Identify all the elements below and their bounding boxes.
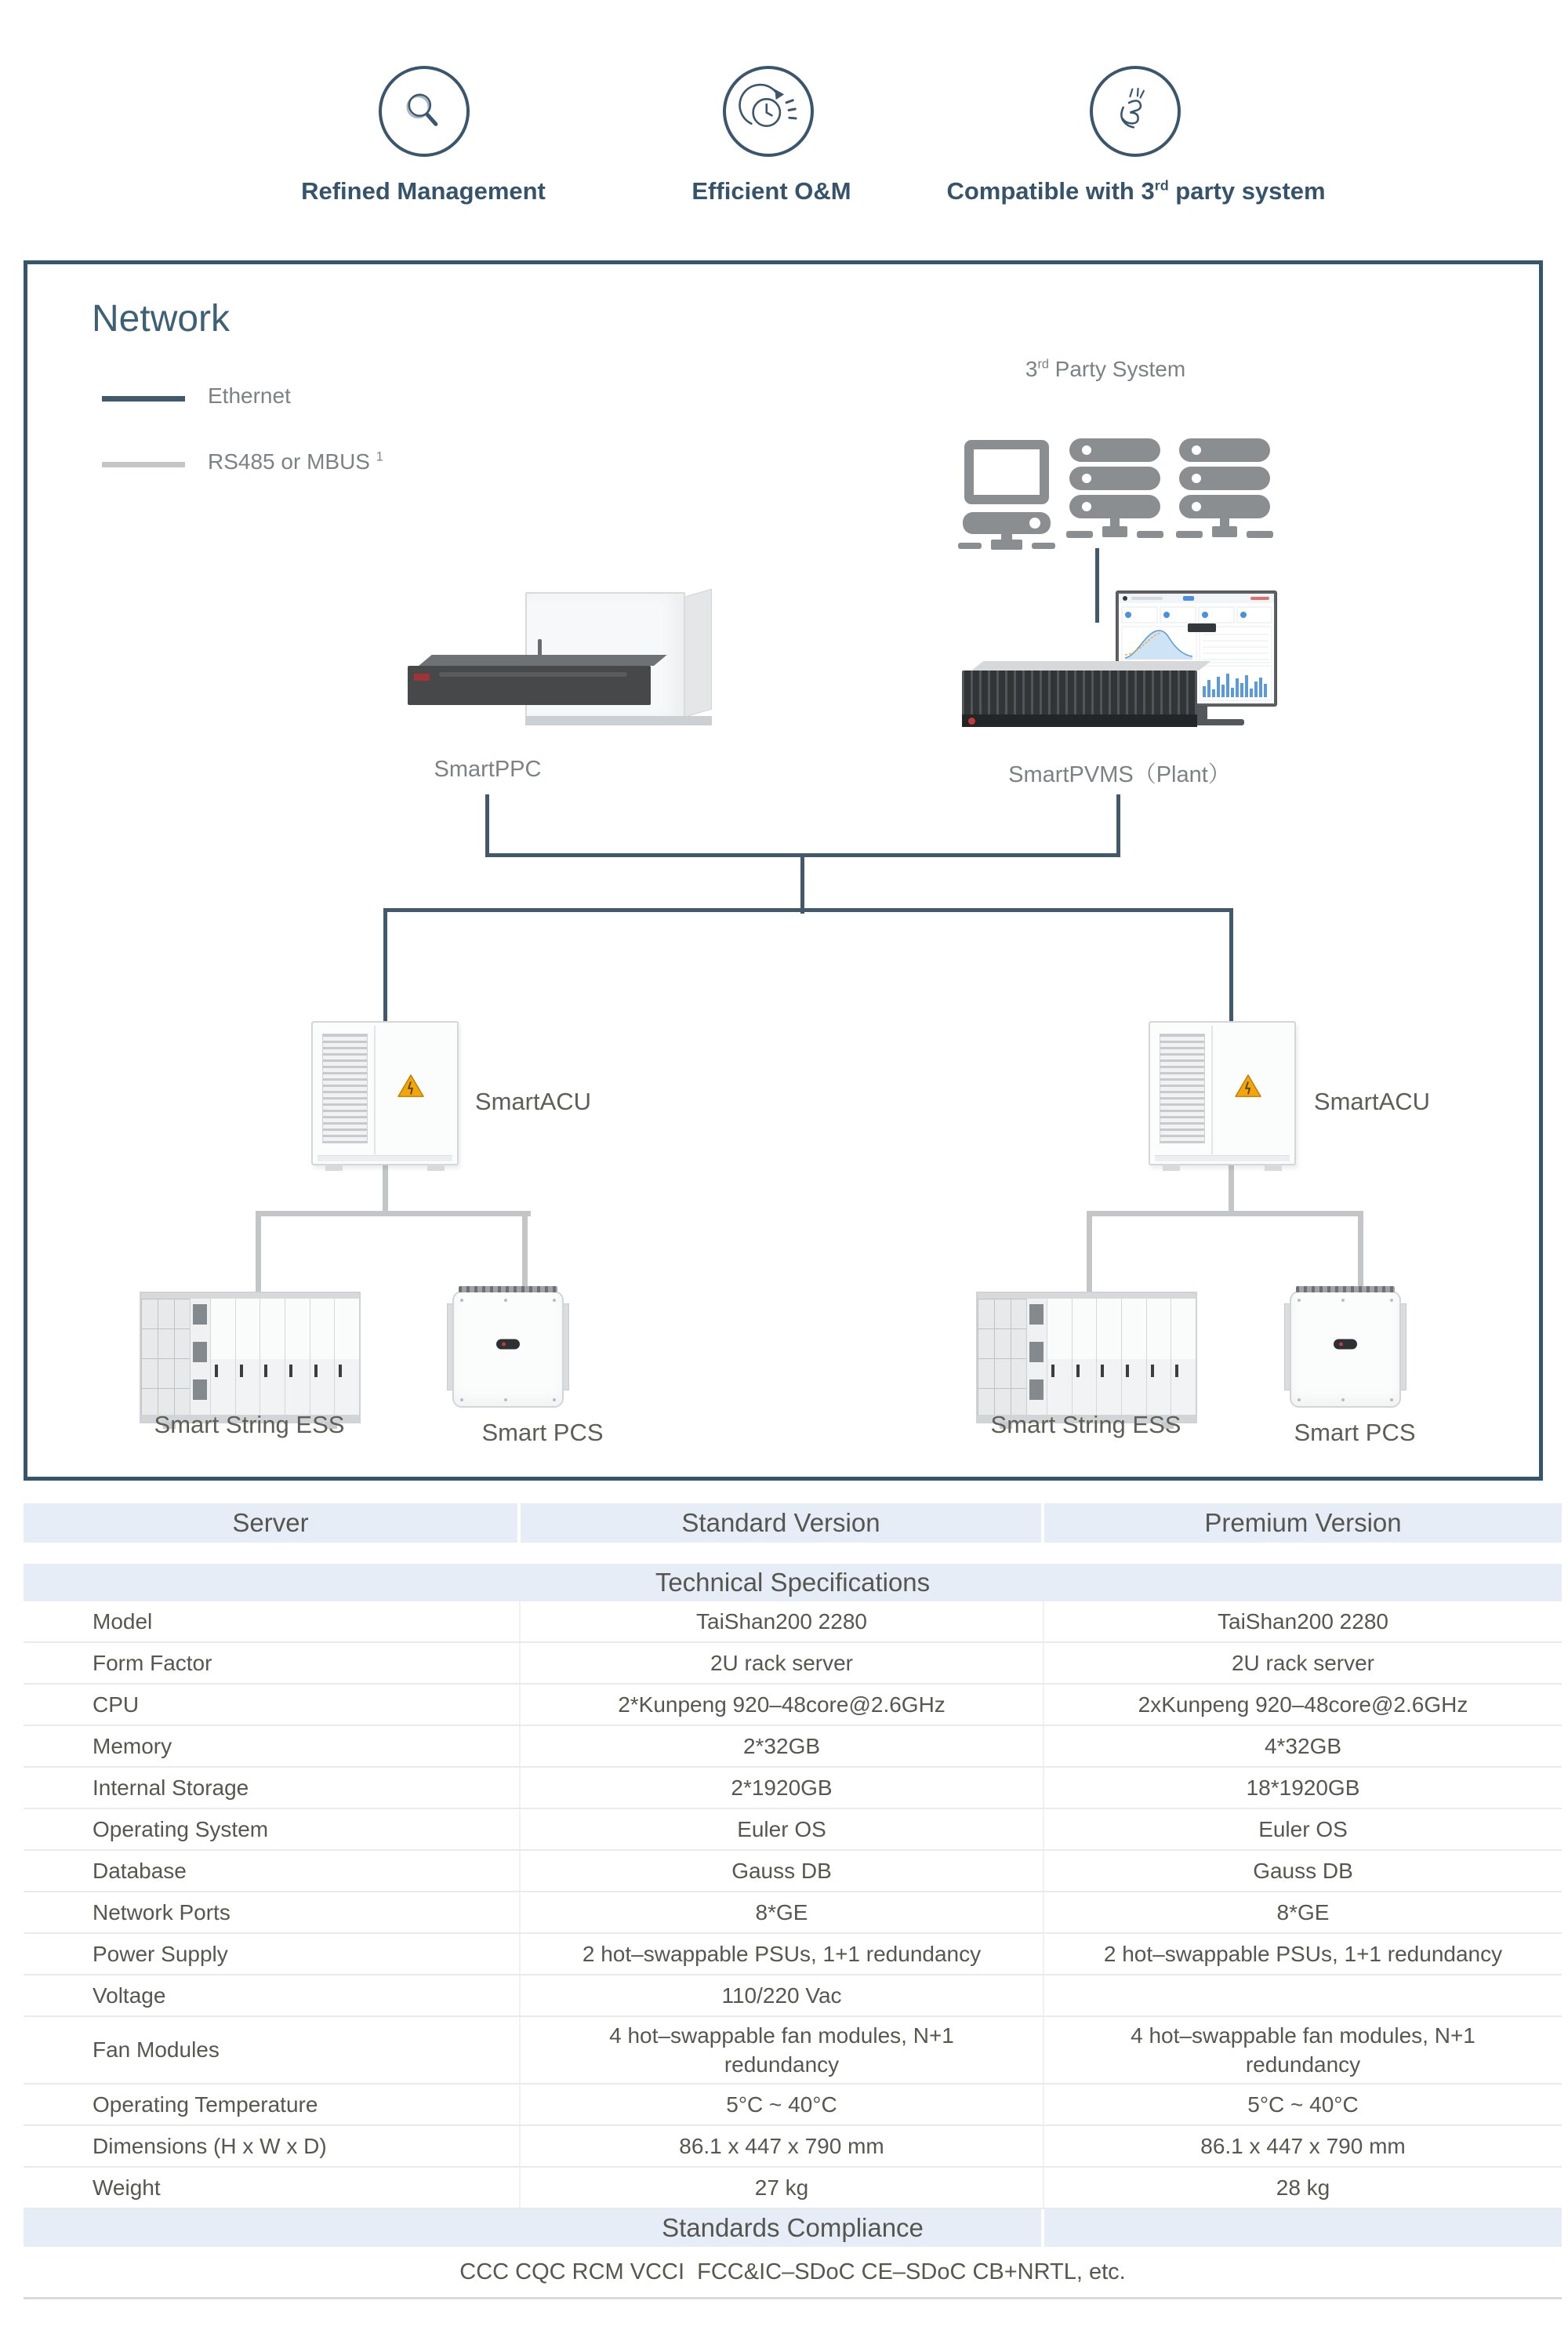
spec-standard-value: 4 hot–swappable fan modules, N+1 redundancy bbox=[519, 2017, 1043, 2083]
smartacu-label: SmartACU bbox=[1313, 1088, 1431, 1115]
spec-label: Operating Temperature bbox=[93, 2092, 318, 2117]
spec-standard-value: Euler OS bbox=[519, 1809, 1043, 1849]
spec-premium-value: 4 hot–swappable fan modules, N+1 redundancy bbox=[1043, 2017, 1562, 2083]
spec-standard-value: 2U rack server bbox=[519, 1643, 1043, 1683]
spec-standard-value: 8*GE bbox=[519, 1892, 1043, 1932]
table-row bbox=[24, 1809, 1562, 1851]
smart-string-ess-label: Smart String ESS bbox=[154, 1411, 345, 1438]
spec-standard-value: 2*Kunpeng 920–48core@2.6GHz bbox=[519, 1685, 1043, 1725]
table-row bbox=[24, 1643, 1562, 1685]
spec-label: Memory bbox=[93, 1733, 172, 1758]
ethernet-line bbox=[485, 794, 489, 857]
spec-premium-value: 2U rack server bbox=[1043, 1643, 1562, 1683]
spec-standard-value: 2*32GB bbox=[519, 1726, 1043, 1766]
spec-label: CPU bbox=[93, 1692, 140, 1717]
spec-standard-value: 27 kg bbox=[519, 2168, 1043, 2208]
smartacu-illustration bbox=[1149, 1021, 1296, 1165]
rs485-line bbox=[256, 1211, 261, 1299]
spec-label: Operating System bbox=[93, 1816, 269, 1841]
ethernet-line bbox=[1229, 908, 1233, 1032]
table-row bbox=[24, 1934, 1562, 1975]
spec-premium-value: Gauss DB bbox=[1043, 1851, 1562, 1891]
smart-pcs-label: Smart PCS bbox=[481, 1419, 604, 1446]
smartacu-illustration bbox=[311, 1021, 459, 1165]
ethernet-line bbox=[383, 908, 387, 1026]
rs485-line bbox=[1358, 1211, 1363, 1292]
rs485-line bbox=[1087, 1211, 1363, 1216]
smartpvms-label: SmartPVMS（Plant） bbox=[1008, 762, 1231, 787]
desktop-computer-icon bbox=[955, 435, 1058, 554]
feature-label-compatible: Compatible with 3rd party system bbox=[946, 177, 1326, 205]
spec-premium-value: 28 kg bbox=[1043, 2168, 1562, 2208]
spec-premium-value: 18*1920GB bbox=[1043, 1768, 1562, 1808]
clock-cycle-icon bbox=[723, 66, 814, 157]
smart-string-ess-label: Smart String ESS bbox=[990, 1411, 1181, 1438]
spec-label: Power Supply bbox=[93, 1941, 228, 1966]
feature-label-refined-management: Refined Management bbox=[301, 177, 546, 205]
smartppc-label: SmartPPC bbox=[434, 757, 542, 782]
spec-standard-value: TaiShan200 2280 bbox=[519, 1601, 1043, 1641]
server-stack-icon bbox=[1176, 435, 1273, 554]
smart-pcs-illustration bbox=[452, 1286, 564, 1408]
ethernet-line bbox=[383, 908, 1233, 912]
third-party-system-label: 3rd Party System bbox=[1025, 357, 1186, 381]
table-row bbox=[24, 1851, 1562, 1892]
spec-standard-value: 2 hot–swappable PSUs, 1+1 redundancy bbox=[519, 1934, 1043, 1974]
rs485-legend-label: RS485 or MBUS $^1$ bbox=[208, 449, 383, 474]
compliance-values: CCC CQC RCM VCCI FCC&IC–SDoC CE–SDoC CB+NRTL, etc. bbox=[24, 2247, 1562, 2299]
table-row bbox=[24, 1975, 1562, 2017]
spec-label: Form Factor bbox=[93, 1650, 212, 1675]
spec-label: Voltage bbox=[93, 1983, 166, 2008]
spec-label: Network Ports bbox=[93, 1899, 230, 1924]
smartpvms-illustration bbox=[962, 586, 1277, 743]
ethernet-legend-label: Ethernet bbox=[208, 383, 291, 408]
spec-label: Weight bbox=[93, 2175, 161, 2200]
smart-string-ess-illustration bbox=[140, 1292, 361, 1423]
spec-premium-value: Euler OS bbox=[1043, 1809, 1562, 1849]
network-diagram-panel bbox=[24, 260, 1543, 1481]
column-header-standard: Standard Version bbox=[521, 1503, 1041, 1543]
column-header-server: Server bbox=[24, 1503, 517, 1543]
rs485-line bbox=[256, 1211, 531, 1216]
spec-premium-value: 86.1 x 447 x 790 mm bbox=[1043, 2126, 1562, 2166]
section-title-technical-specifications: Technical Specifications bbox=[24, 1564, 1562, 1601]
spec-standard-value: 110/220 Vac bbox=[519, 1975, 1043, 2015]
network-title: Network bbox=[92, 298, 230, 340]
smartacu-label: SmartACU bbox=[474, 1088, 592, 1115]
section-title-standards-compliance: Standards Compliance bbox=[24, 2209, 1562, 2247]
server-stack-icon bbox=[1066, 435, 1163, 554]
spec-premium-value: 4*32GB bbox=[1043, 1726, 1562, 1766]
spec-label: Database bbox=[93, 1858, 187, 1883]
table-row bbox=[24, 2084, 1562, 2126]
smart-pcs-label: Smart PCS bbox=[1294, 1419, 1416, 1446]
table-row bbox=[24, 1892, 1562, 1934]
smartppc-illustration bbox=[408, 592, 723, 743]
feature-label-efficient-om: Efficient O&M bbox=[691, 177, 851, 205]
rs485-legend-line bbox=[102, 462, 185, 467]
spec-standard-value: 2*1920GB bbox=[519, 1768, 1043, 1808]
ethernet-line bbox=[1095, 548, 1099, 623]
table-header-row bbox=[24, 1503, 1562, 1543]
spec-label: Dimensions (H x W x D) bbox=[93, 2133, 327, 2158]
column-header-premium: Premium Version bbox=[1044, 1503, 1562, 1543]
table-row bbox=[24, 1726, 1562, 1768]
table-row bbox=[24, 2126, 1562, 2168]
magnifier-icon bbox=[379, 66, 470, 157]
warning-triangle-icon bbox=[1233, 1073, 1263, 1103]
spec-standard-value: 86.1 x 447 x 790 mm bbox=[519, 2126, 1043, 2166]
spec-standard-value: 5°C ~ 40°C bbox=[519, 2084, 1043, 2124]
table-row bbox=[24, 2168, 1562, 2209]
spec-premium-value bbox=[1043, 1975, 1562, 2015]
smart-pcs-illustration bbox=[1290, 1286, 1401, 1408]
warning-triangle-icon bbox=[396, 1073, 426, 1103]
table-row bbox=[24, 1685, 1562, 1726]
spec-label: Model bbox=[93, 1608, 153, 1634]
table-row bbox=[24, 2017, 1562, 2084]
table-row bbox=[24, 1768, 1562, 1809]
snap-fingers-icon bbox=[1090, 66, 1181, 157]
spec-label: Fan Modules bbox=[93, 2037, 220, 2062]
smart-string-ess-illustration bbox=[976, 1292, 1197, 1423]
table-row bbox=[24, 1601, 1562, 1643]
spec-premium-value: 5°C ~ 40°C bbox=[1043, 2084, 1562, 2124]
rs485-line bbox=[522, 1211, 528, 1292]
spec-premium-value: TaiShan200 2280 bbox=[1043, 1601, 1562, 1641]
spec-label: Internal Storage bbox=[93, 1775, 249, 1800]
ethernet-legend-line bbox=[102, 396, 185, 402]
spec-rows bbox=[24, 1601, 1562, 2209]
spec-premium-value: 2 hot–swappable PSUs, 1+1 redundancy bbox=[1043, 1934, 1562, 1974]
rs485-line bbox=[1087, 1211, 1092, 1299]
ethernet-line bbox=[1116, 794, 1120, 857]
ethernet-line bbox=[800, 853, 804, 914]
spec-premium-value: 8*GE bbox=[1043, 1892, 1562, 1932]
spec-standard-value: Gauss DB bbox=[519, 1851, 1043, 1891]
server-spec-table bbox=[24, 1503, 1562, 2299]
spec-premium-value: 2xKunpeng 920–48core@2.6GHz bbox=[1043, 1685, 1562, 1725]
